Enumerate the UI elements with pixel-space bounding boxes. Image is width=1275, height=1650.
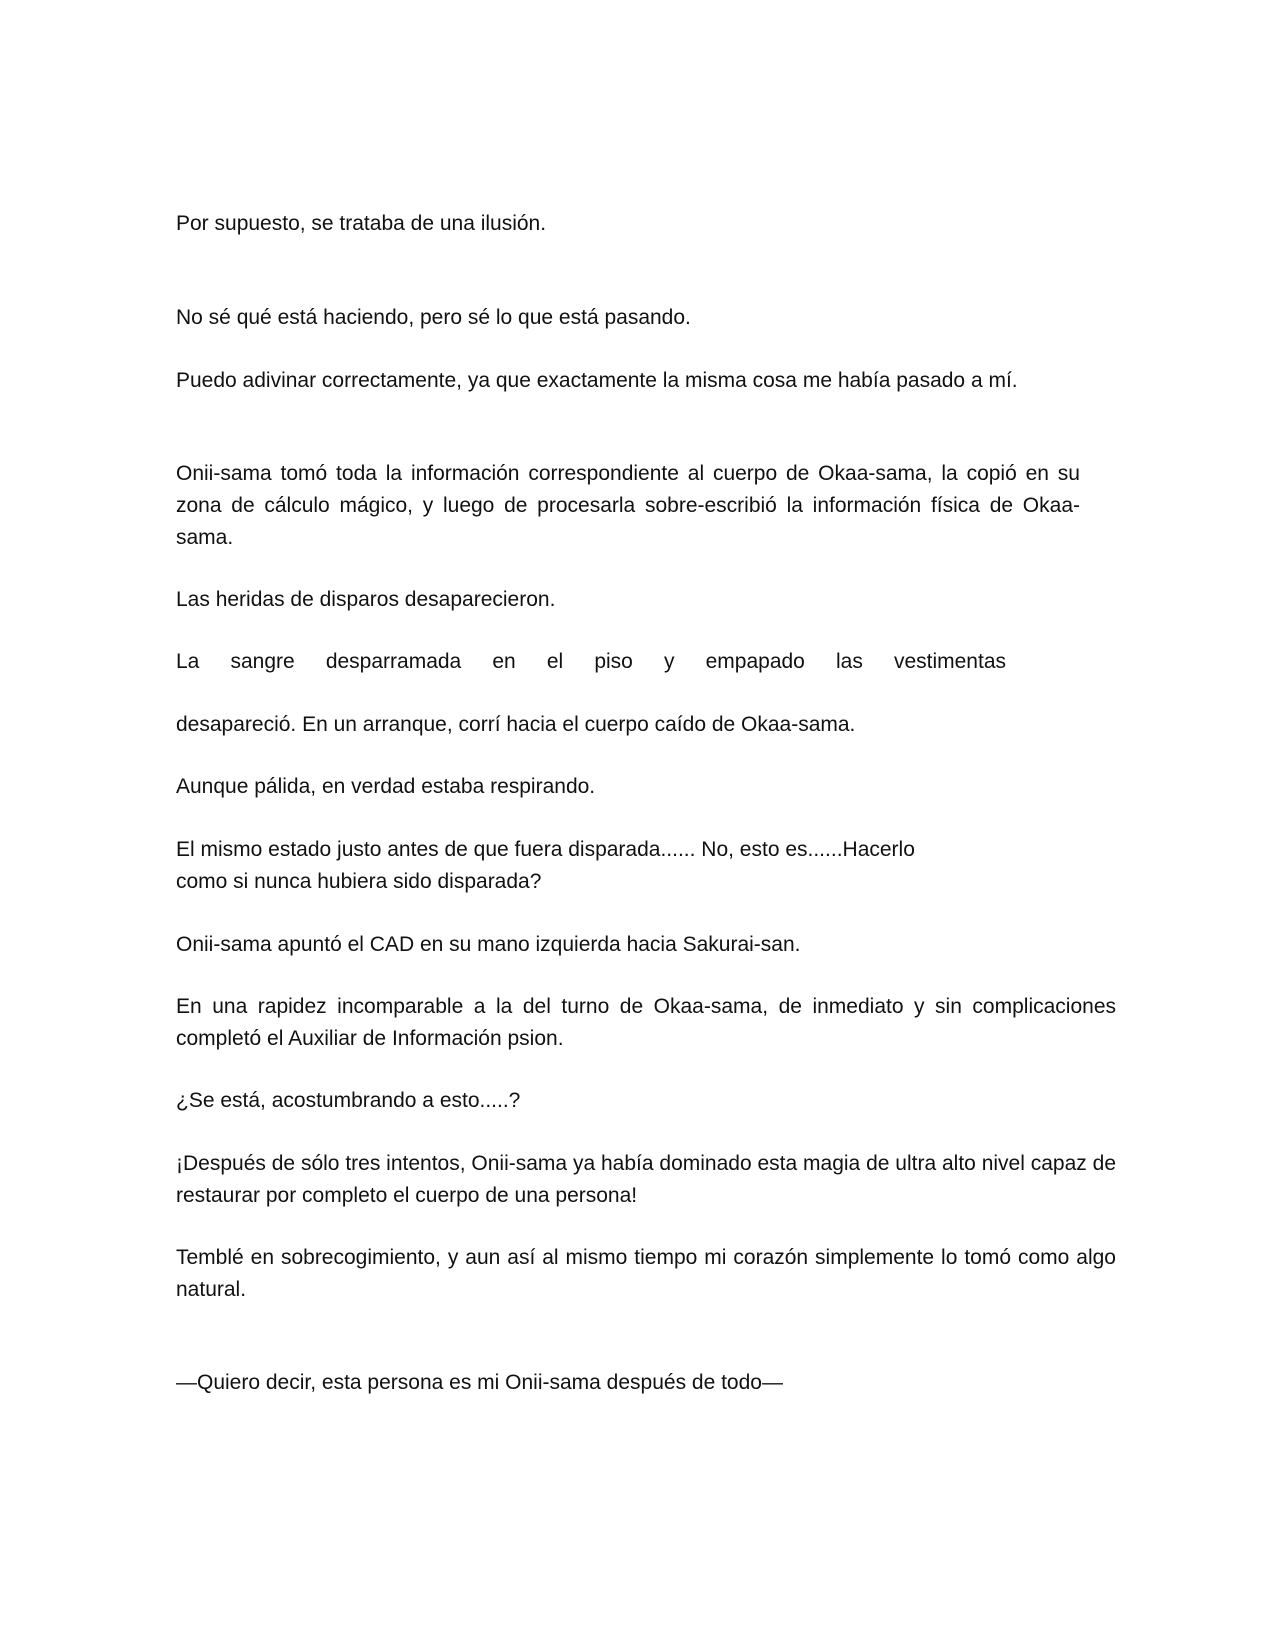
- paragraph: La sangre desparramada en el piso y empapado las vestimentas: [176, 650, 1006, 673]
- paragraph: No sé qué está haciendo, pero sé lo que está pasando.: [176, 306, 691, 329]
- paragraph: ¿Se está, acostumbrando a esto.....?: [176, 1089, 521, 1112]
- paragraph: Onii-sama tomó toda la información correspondiente al cuerpo de Okaa-sama, la copió en su zona de cálculo mágico, y luego de procesarla sobre-escribió la información física de Okaa-sama.: [176, 462, 1080, 549]
- paragraph: Puedo adivinar correctamente, ya que exactamente la misma cosa me había pasado a mí.: [176, 369, 1018, 392]
- paragraph: como si nunca hubiera sido disparada?: [176, 870, 542, 893]
- paragraph: Aunque pálida, en verdad estaba respirando.: [176, 775, 596, 798]
- paragraph: Por supuesto, se trataba de una ilusión.: [176, 212, 547, 235]
- paragraph: —Quiero decir, esta persona es mi Onii-sama después de todo—: [176, 1371, 783, 1394]
- paragraph: En una rapidez incomparable a la del turno de Okaa-sama, de inmediato y sin complicaciones completó el Auxiliar de Información psion.: [176, 995, 1116, 1050]
- paragraph: desapareció. En un arranque, corrí hacia el cuerpo caído de Okaa-sama.: [176, 713, 856, 736]
- paragraph: El mismo estado justo antes de que fuera disparada...... No, esto es......Hacerlo: [176, 838, 915, 861]
- paragraph: Las heridas de disparos desaparecieron.: [176, 588, 556, 611]
- paragraph: Onii-sama apuntó el CAD en su mano izquierda hacia Sakurai-san.: [176, 933, 801, 956]
- paragraph: Temblé en sobrecogimiento, y aun así al mismo tiempo mi corazón simplemente lo tomó como algo natural.: [176, 1246, 1116, 1301]
- paragraph: ¡Después de sólo tres intentos, Onii-sama ya había dominado esta magia de ultra alto nivel capaz de restaurar por completo el cuerpo de una persona!: [176, 1152, 1116, 1207]
